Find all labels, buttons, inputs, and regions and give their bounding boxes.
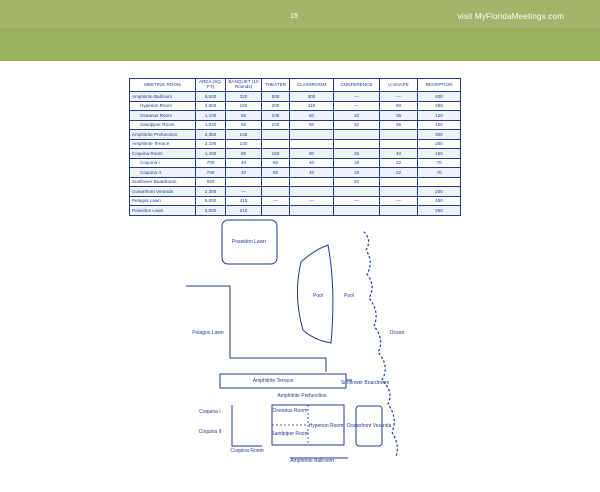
column-header: BANQUET (10 Rounds) xyxy=(226,79,262,92)
capacity-cell: 40 xyxy=(226,158,262,168)
column-header: RECEPTION xyxy=(418,79,461,92)
column-header: AREA (SQ. FT) xyxy=(196,79,226,92)
capacity-cell: 450 xyxy=(418,196,461,206)
capacity-cell: 32 xyxy=(334,111,380,121)
label-sunflower-boardroom: Sunflower Boardroom xyxy=(340,380,390,386)
capacity-cell: 1,100 xyxy=(196,111,226,121)
site-url-link[interactable]: visit MyFloridaMeetings.com xyxy=(457,12,564,21)
page-number: 15 xyxy=(290,13,298,20)
label-pelagos-lawn-1: Pelagos Lawn xyxy=(192,330,224,336)
capacity-cell: 700 xyxy=(196,158,226,168)
capacity-cell: 320 xyxy=(226,92,262,102)
capacity-cell: 40 xyxy=(290,158,334,168)
capacity-cell: 2,100 xyxy=(196,139,226,149)
capacity-cell: 60 xyxy=(380,101,418,111)
label-amphitrite-prefunction: Amphitrite Prefunction xyxy=(277,393,327,399)
room-name-cell: Sunflower Boardroom xyxy=(130,177,196,187)
capacity-cell: 200 xyxy=(262,101,290,111)
room-name-cell: Amphitrite Prefunction xyxy=(130,130,196,140)
capacity-cell: 100 xyxy=(262,111,290,121)
capacity-cell: 150 xyxy=(226,101,262,111)
capacity-cell: 1,400 xyxy=(196,149,226,159)
room-name-cell: Oceanfront Veranda xyxy=(130,187,196,197)
room-name-cell: Pelagos Lawn xyxy=(130,196,196,206)
room-name-cell: Amphitrite Ballroom xyxy=(130,92,196,102)
capacity-cell: — xyxy=(226,187,262,197)
capacity-cell: 700 xyxy=(196,168,226,178)
capacity-cell: 36 xyxy=(380,120,418,130)
column-header: CLASSROOM xyxy=(290,79,334,92)
capacity-cell: 145 xyxy=(226,130,262,140)
capacity-cell: 2,600 xyxy=(196,101,226,111)
room-name-cell: Sandpiper Room xyxy=(130,120,196,130)
label-amphitrite-terrace: Amphitrite Terrace xyxy=(252,378,294,384)
column-header: U-SHAPE xyxy=(380,79,418,92)
label-oceanus-room: Oceanus Room xyxy=(272,408,308,414)
capacity-cell: 5,520 xyxy=(196,92,226,102)
capacity-cell: 22 xyxy=(380,158,418,168)
label-pool: Pool xyxy=(312,293,324,299)
label-sandpiper-room: Sandpiper Room xyxy=(271,431,309,437)
room-name-cell: Coquina II xyxy=(130,168,196,178)
label-coquina-room: Coquina Room xyxy=(230,448,264,454)
capacity-cell: 110 xyxy=(290,101,334,111)
capacity-cell: 120 xyxy=(418,111,461,121)
capacity-cell: 60 xyxy=(290,120,334,130)
column-header: MEETING ROOM xyxy=(130,79,196,92)
capacity-cell: 18 xyxy=(334,158,380,168)
capacity-cell: — xyxy=(334,92,380,102)
capacity-cell: 2,350 xyxy=(196,130,226,140)
capacity-cell: 250 xyxy=(418,206,461,216)
room-name-cell: Coquina Room xyxy=(130,149,196,159)
room-name-cell: Coquina I xyxy=(130,158,196,168)
capacity-cell: 600 xyxy=(418,92,461,102)
capacity-cell: 130 xyxy=(226,139,262,149)
capacity-cell: 2,200 xyxy=(196,187,226,197)
room-name-cell: Amphitrite Terrace xyxy=(130,139,196,149)
capacity-cell: 3,000 xyxy=(196,206,226,216)
capacity-cell: 70 xyxy=(418,158,461,168)
capacity-cell: 80 xyxy=(226,149,262,159)
capacity-cell: 300 xyxy=(290,92,334,102)
capacity-cell: 60 xyxy=(226,111,262,121)
capacity-cell: 415 xyxy=(226,196,262,206)
capacity-cell: — xyxy=(334,101,380,111)
label-poseidon-lawn: Poseidon Lawn xyxy=(231,239,267,245)
capacity-cell: — xyxy=(290,196,334,206)
label-coquina-i: Coquina I xyxy=(199,409,221,415)
capacity-cell: 5,000 xyxy=(196,196,226,206)
capacity-cell: 20 xyxy=(334,177,380,187)
label-hyperion-room: Hyperion Room xyxy=(308,423,344,429)
capacity-cell: 1,020 xyxy=(196,120,226,130)
capacity-cell: 40 xyxy=(226,168,262,178)
room-name-cell: Poseidon Lawn xyxy=(130,206,196,216)
capacity-cell: 210 xyxy=(226,206,262,216)
capacity-cell: 200 xyxy=(418,187,461,197)
capacity-cell: 250 xyxy=(418,139,461,149)
label-oceanfront-veranda: Oceanfront Veranda xyxy=(346,423,392,429)
label-amphitrite-ballroom: Amphitrite Ballroom xyxy=(290,458,334,464)
label-coquina-ii: Coquina II xyxy=(198,429,222,435)
capacity-cell: 100 xyxy=(262,120,290,130)
capacity-cell: 300 xyxy=(418,130,461,140)
room-name-cell: Oceanus Room xyxy=(130,111,196,121)
coquina-outline xyxy=(232,405,262,446)
label-ocean: Ocean xyxy=(389,330,405,336)
capacity-cell: 22 xyxy=(380,168,418,178)
capacity-cell: — xyxy=(262,196,290,206)
capacity-cell: 36 xyxy=(380,111,418,121)
capacity-cell: 100 xyxy=(418,120,461,130)
capacity-cell: 60 xyxy=(262,168,290,178)
capacity-cell: — xyxy=(380,196,418,206)
label-pool-side: Pool xyxy=(343,293,355,299)
capacity-cell: 40 xyxy=(290,168,334,178)
capacity-cell: 60 xyxy=(226,120,262,130)
column-header: CONFERENCE xyxy=(334,79,380,92)
capacity-cell: 60 xyxy=(290,111,334,121)
building-outline xyxy=(186,286,326,372)
capacity-cell: 32 xyxy=(334,120,380,130)
capacity-cell: 550 xyxy=(196,177,226,187)
column-header: THEATER xyxy=(262,79,290,92)
room-name-cell: Hyperion Room xyxy=(130,101,196,111)
capacity-cell: 40 xyxy=(380,149,418,159)
capacity-cell: 280 xyxy=(418,101,461,111)
capacity-cell: 70 xyxy=(418,168,461,178)
capacity-cell: — xyxy=(380,92,418,102)
capacity-cell: 500 xyxy=(262,92,290,102)
capacity-cell: 150 xyxy=(262,149,290,159)
capacity-cell: — xyxy=(334,196,380,206)
capacity-cell: 60 xyxy=(262,158,290,168)
capacity-cell: 18 xyxy=(334,168,380,178)
capacity-cell: 80 xyxy=(290,149,334,159)
capacity-cell: 160 xyxy=(418,149,461,159)
capacity-cell: 25 xyxy=(334,149,380,159)
